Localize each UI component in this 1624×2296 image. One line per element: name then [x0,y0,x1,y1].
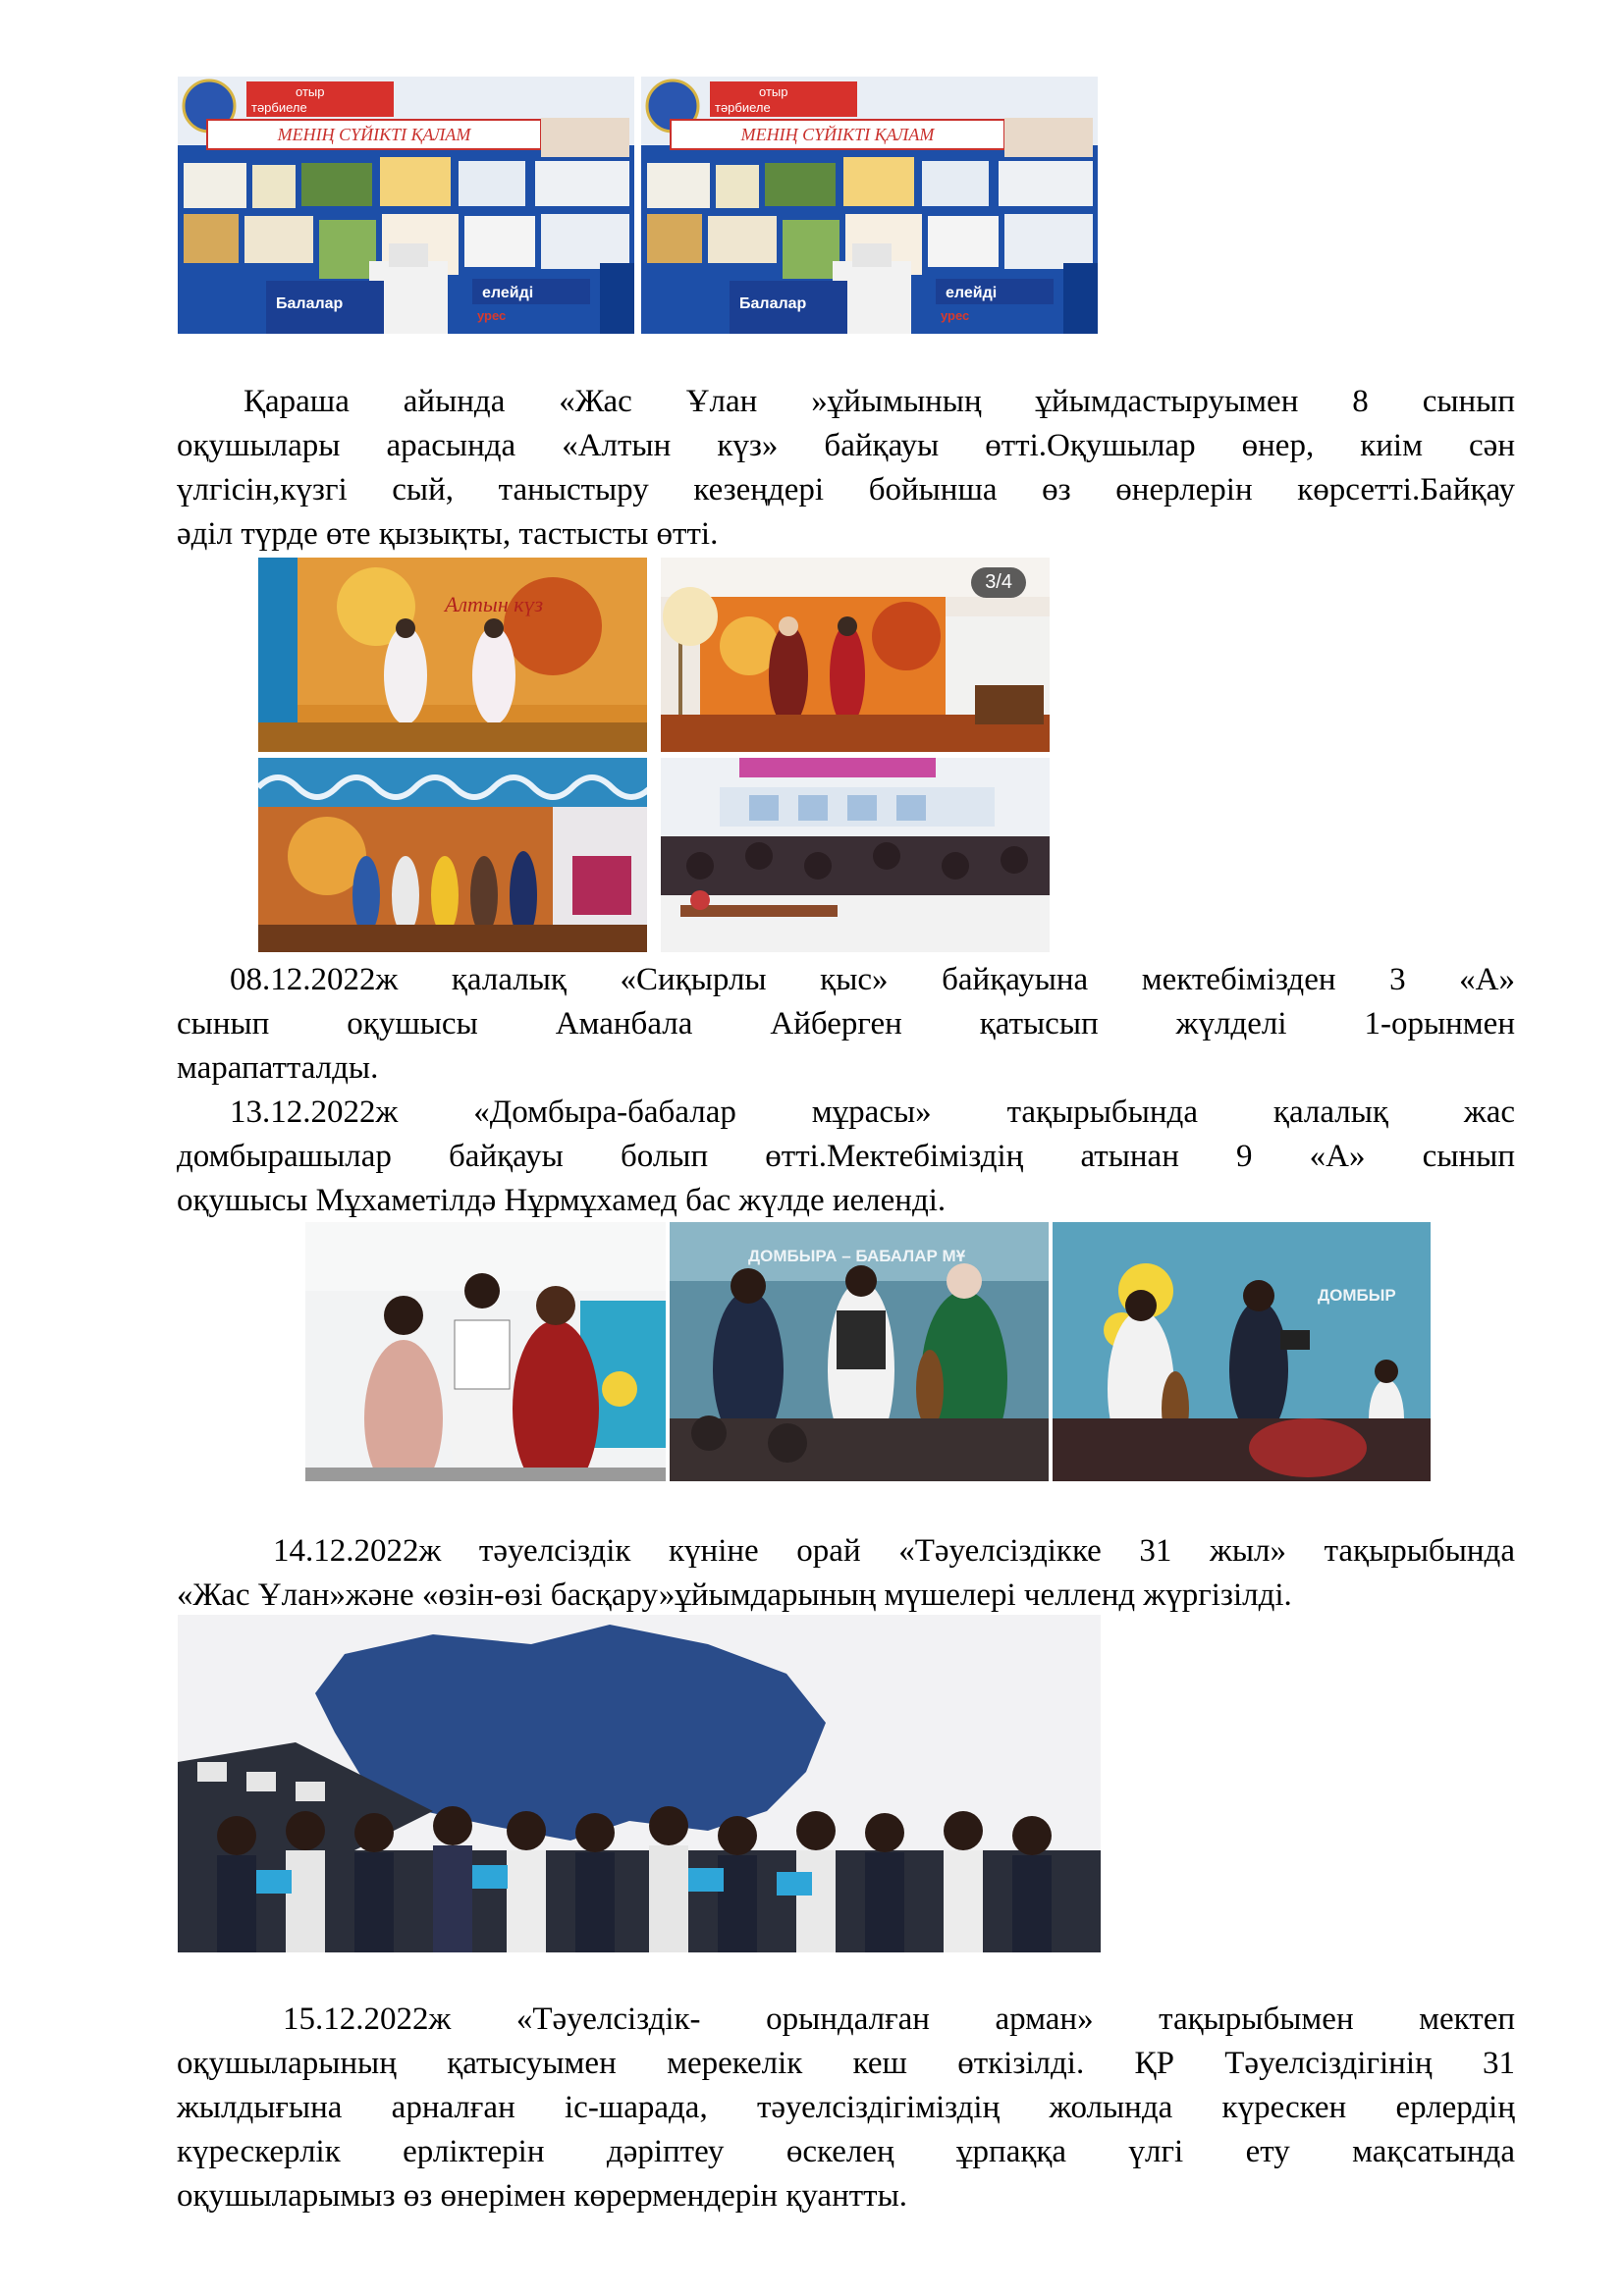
paragraph-independence-31 [177,1529,1515,1618]
text-line: жылдығына арналған іс-шарада, тәуелсіздігіміздің жолында күрескен ерлердің [177,2090,1515,2125]
text-line: күрескерлік ерліктерін дәріптеу өскелең ұрпаққа үлгі ету мақсатында [177,2134,1515,2169]
exhibition-title: МЕНІҢ СҮЙІКТІ ҚАЛАМ [740,125,935,144]
exhibition-banner-sub: тәрбиеле [715,100,771,115]
exhibition-bottom-right: урес [941,308,970,323]
text-line: 14.12.2022ж тәуелсіздік күніне орай «Тәуелсіздікке 31 жыл» тақырыбында [273,1533,1515,1569]
exhibition-bottom-mid: елейді [946,285,998,301]
autumn-banner: Алтын күз [445,592,544,616]
exhibition-banner-sub: тәрбиеле [251,100,307,115]
text-line: оқушылары арасында «Алтын күз» байқауы өтті.Оқушылар өнер, киім сән [177,428,1515,463]
text-line: 08.12.2022ж қалалық «Сиқырлы қыс» байқауына мектебімізден 3 «А» [230,962,1515,997]
text-line: домбырашылар байқауы болып өтті.Мектебіміздің атынан 9 «А» сынып [177,1139,1515,1174]
exhibition-bottom-mid: елейді [482,285,534,301]
exhibition-banner-top: отыр [759,84,788,99]
challenge-group-photo [178,1615,1101,1952]
text-line: сынып оқушысы Аманбала Айберген қатысып жүлделі 1-орынмен [177,1006,1515,1041]
text-line: оқушыларымыз өз өнерімен көрермендерін қуантты. [177,2178,907,2214]
paragraph-dombyra [177,1091,1515,1223]
text-line: оқушысы Мұхаметілдә Нұрмұхамед бас жүлде иеленді. [177,1183,947,1218]
text-line: Қараша айында «Жас Ұлан »ұйымының ұйымдастыруымен 8 сынып [244,384,1515,419]
autumn-photo-4 [661,758,1050,952]
autumn-photo-3 [258,758,647,952]
autumn-photo-2 [661,558,1050,752]
autumn-photo-1 [258,558,647,752]
dombyra-banner: ДОМБЫР [1318,1286,1396,1305]
dombyra-photo-3 [1053,1222,1431,1481]
exhibition-photo-2 [641,77,1098,334]
paragraph-independence-dream [177,1998,1515,2218]
paragraph-golden-autumn [177,380,1515,557]
slide-counter-badge: 3/4 [971,567,1026,598]
text-line: оқушыларының қатысуымен мерекелік кеш өткізілді. ҚР Тәуелсіздігінің 31 [177,2046,1515,2081]
dombyra-banner: ДОМБЫРА – БАБАЛАР МҰ [748,1247,966,1265]
exhibition-bottom-left: Балалар [276,295,344,312]
exhibition-bottom-right: урес [477,308,507,323]
dombyra-photo-1 [305,1222,666,1481]
text-line: 13.12.2022ж «Домбыра-бабалар мұрасы» тақырыбында қалалық жас [230,1095,1515,1130]
exhibition-bottom-left: Балалар [739,295,807,312]
text-line: марапатталды. [177,1050,379,1086]
exhibition-title: МЕНІҢ СҮЙІКТІ ҚАЛАМ [277,125,471,144]
exhibition-banner-top: отыр [296,84,325,99]
text-line: үлгісін,күзгі сый, таныстыру кезеңдері бойынша өз өнерлерін көрсетті.Байқау [177,472,1515,507]
text-line: әділ түрде өте қызықты, тастысты өтті. [177,516,719,552]
text-line: 15.12.2022ж «Тәуелсіздік- орындалған арман» тақырыбымен мектеп [283,2002,1515,2037]
dombyra-photo-2 [670,1222,1049,1481]
exhibition-photo-1 [178,77,634,334]
text-line: «Жас Ұлан»және «өзін-өзі басқару»ұйымдарының мүшелері челленд жүргізілді. [177,1577,1292,1613]
paragraph-magic-winter [177,958,1515,1091]
